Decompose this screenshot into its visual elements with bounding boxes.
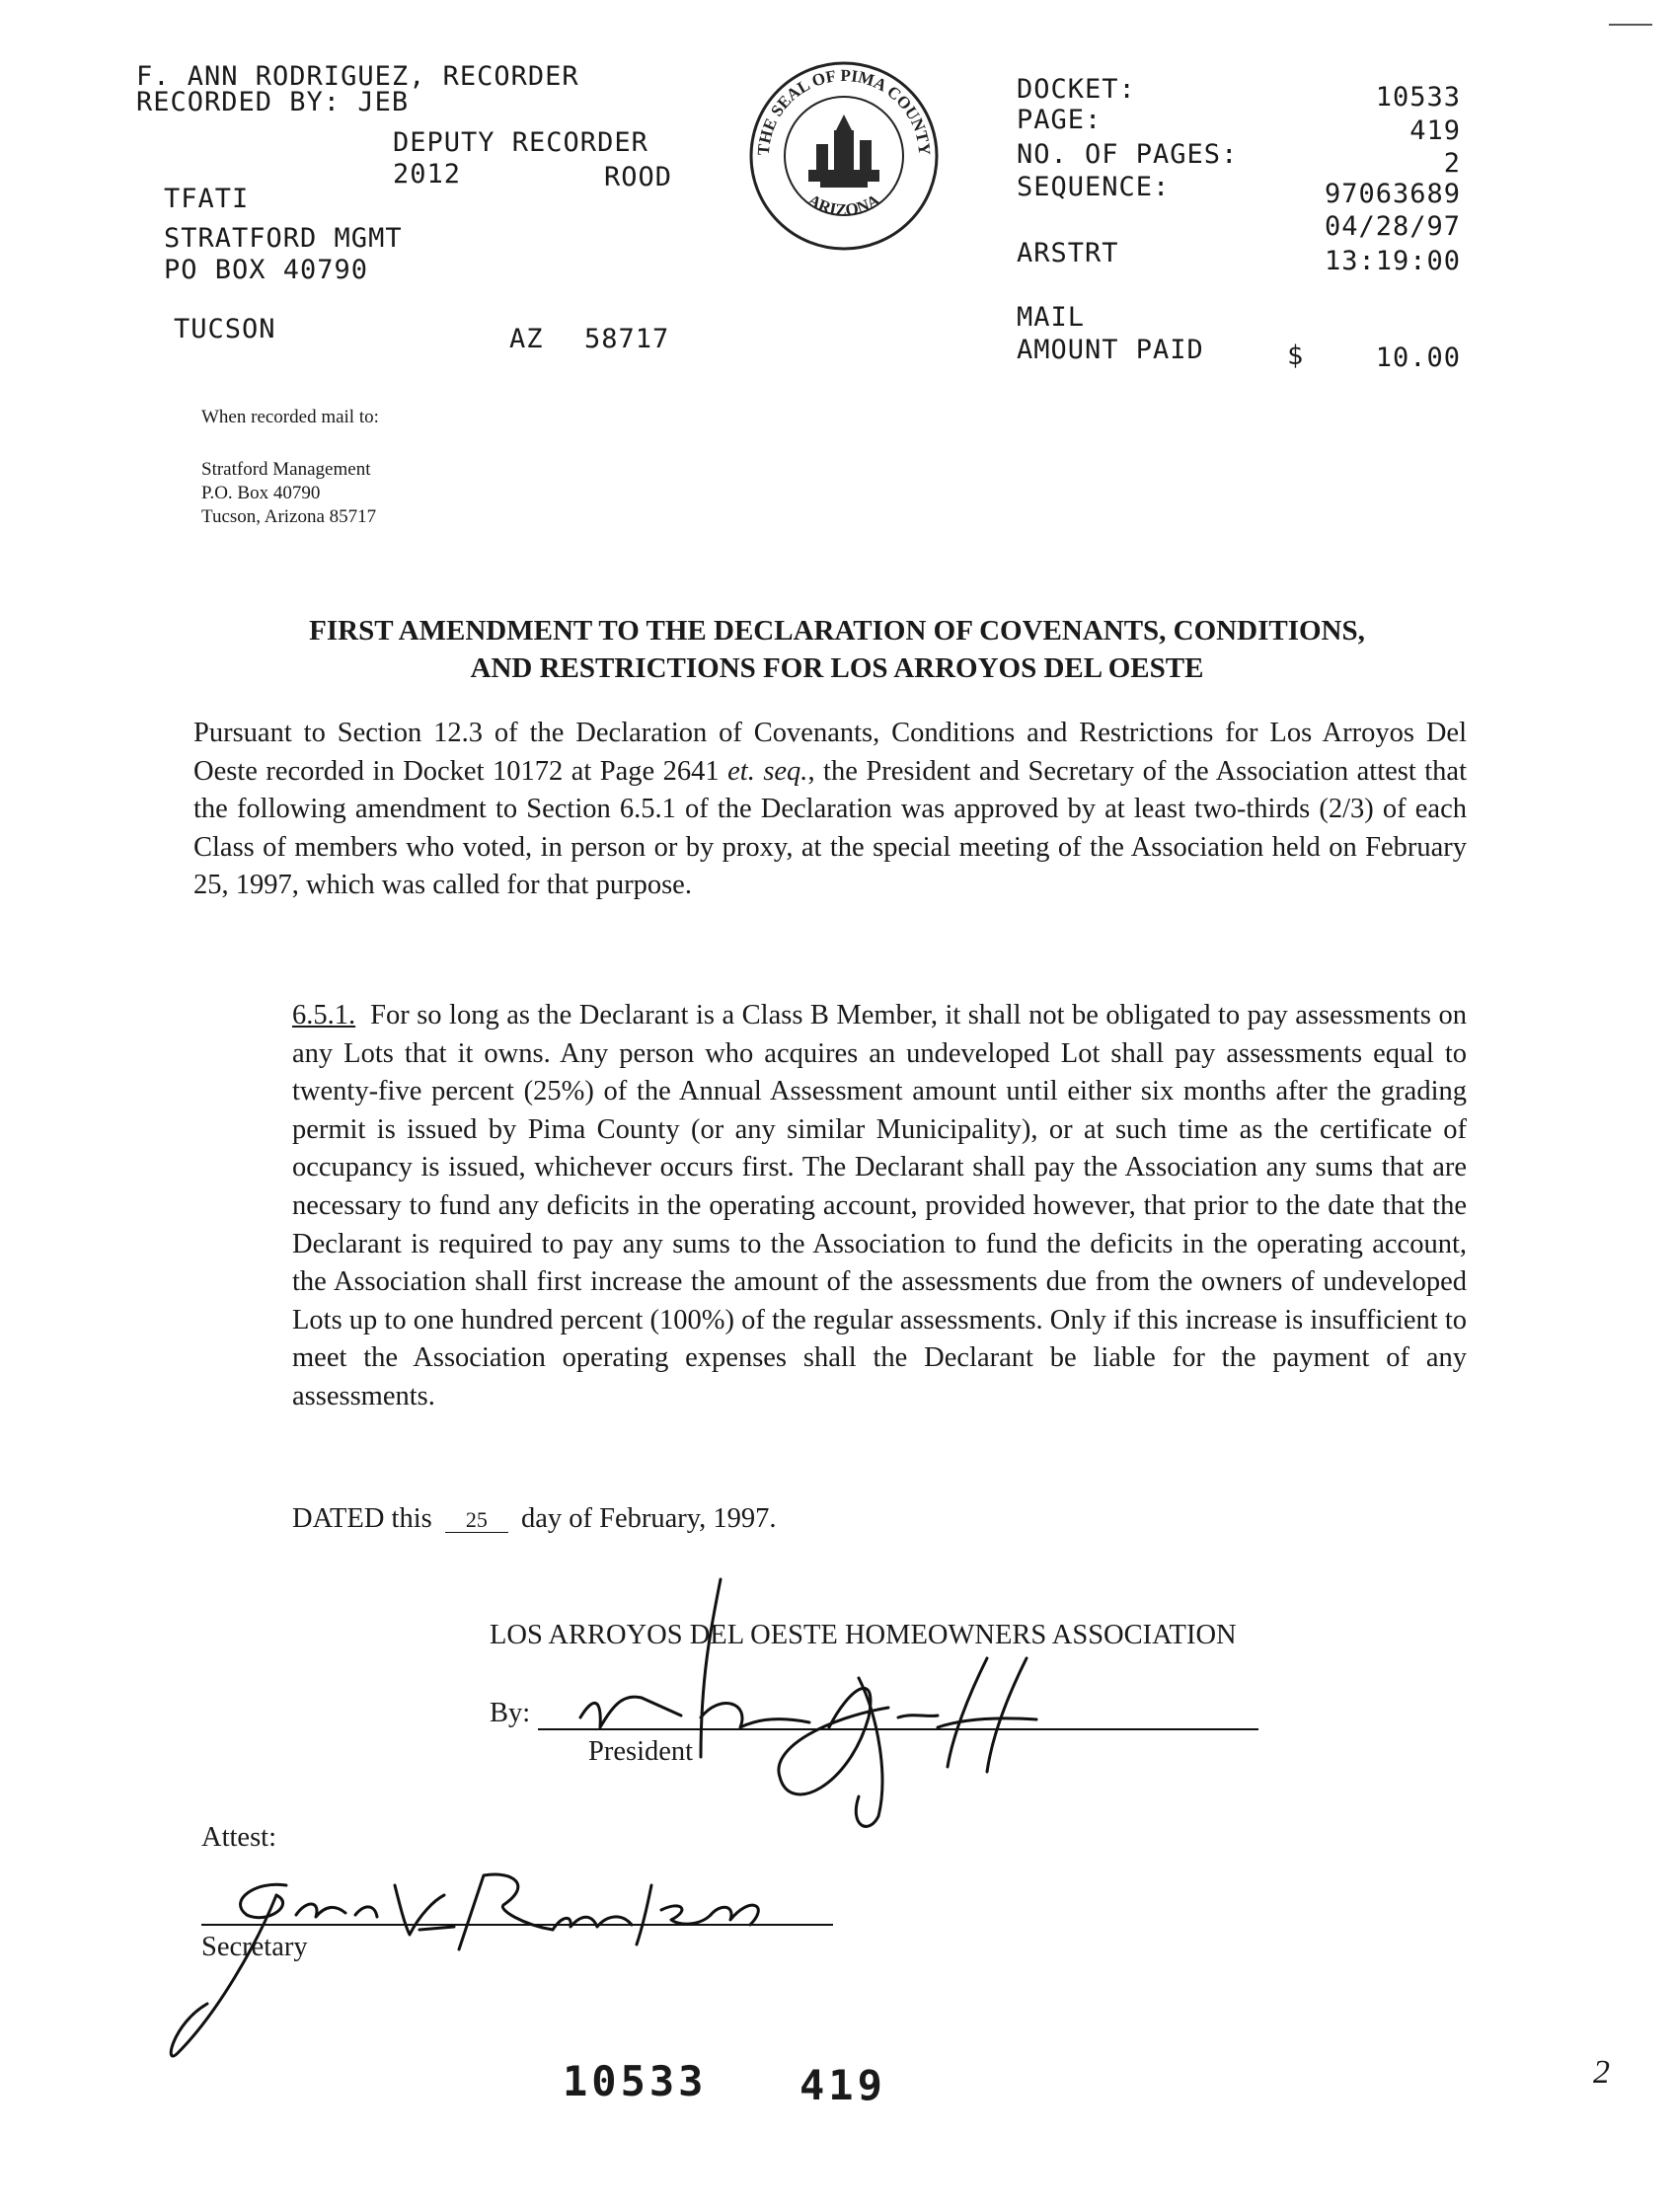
svg-text:ARIZONA	[804, 191, 883, 220]
president-label: President	[588, 1736, 694, 1767]
seal-emblem-icon	[808, 114, 879, 188]
record-time: 13:19:00	[1324, 246, 1461, 276]
county-seal	[747, 59, 941, 253]
office-name: ROOD	[604, 162, 673, 192]
recorded-by: RECORDED BY: JEB	[136, 87, 410, 117]
docket-label: DOCKET:	[1017, 74, 1136, 105]
arstrt-label: ARSTRT	[1017, 238, 1119, 268]
recorder-name: F. ANN RODRIGUEZ, RECORDER	[136, 61, 579, 92]
addressee-zip: 58717	[584, 324, 670, 354]
docket-value: 10533	[1375, 82, 1461, 113]
mail-label: MAIL	[1017, 302, 1086, 333]
dated-day: 25	[445, 1508, 508, 1533]
return-address	[201, 458, 376, 529]
sequence-label: SEQUENCE:	[1017, 172, 1171, 202]
amount-paid-value: 10.00	[1375, 343, 1461, 373]
return-address-name: Stratford Management	[201, 459, 371, 480]
attest-label: Attest:	[201, 1822, 276, 1853]
sequence-value: 97063689	[1324, 179, 1461, 209]
addressee: TFATI	[164, 184, 250, 214]
title-line-2: AND RESTRICTIONS FOR LOS ARROYOS DEL OESTE	[470, 652, 1204, 684]
seal-text-bottom: ARIZONA	[804, 190, 883, 220]
addressee-city: TUCSON	[174, 314, 276, 344]
office-number: 2012	[393, 159, 462, 190]
return-address-box: P.O. Box 40790	[201, 483, 321, 503]
dated-prefix: DATED this	[292, 1503, 432, 1534]
by-label: By:	[490, 1698, 531, 1728]
association-name: LOS ARROYOS DEL OESTE HOMEOWNERS ASSOCIATION	[490, 1620, 1237, 1650]
pages-value: 2	[1443, 148, 1461, 179]
addressee-pobox: PO BOX 40790	[164, 255, 369, 285]
scan-artifact	[1609, 24, 1652, 26]
page-label: PAGE:	[1017, 105, 1103, 135]
amendment-paragraph	[292, 997, 1467, 1416]
seal-text-top: THE SEAL OF PIMA COUNTY	[753, 65, 935, 157]
pages-label: NO. OF PAGES:	[1017, 139, 1239, 170]
amendment-text: For so long as the Declarant is a Class B Member, it shall not be obligated to pay assessments on any Lots that it owns. Any person who acquires an undeveloped Lot shall pay assessments equal to twenty-five percent (25%) of the Annual Assessment amount until either six months after the grading permit is issued by Pima County (or any similar Municipality), or at such time as the certificate of occupancy is issued, whichever occurs first. The Declarant shall pay the Association any sums that are necessary to fund any deficits in the operating account, provided however, that prior to the date that the Declarant is required to pay any sums to the Association to fund the deficits in the operating account, the Association shall first increase the amount of the assessments due from the owners of undeveloped Lots up to one hundred percent (100%) of the regular assessments. Only if this increase is insufficient to meet the Association operating expenses shall the Declarant be liable for the payment of any assessments.	[292, 1000, 1467, 1411]
intro-text-1: Pursuant to Section 12.3 of the Declaration of Covenants, Conditions and Restrictions for Los Arroyos Del Oeste recorded in Docket 10172 at Page 2641	[193, 718, 1467, 787]
amount-paid-label: AMOUNT PAID	[1017, 335, 1204, 365]
currency-symbol: $	[1287, 341, 1305, 371]
amendment-section-number: 6.5.1.	[292, 1000, 356, 1030]
addressee-state: AZ	[509, 324, 544, 354]
secretary-label: Secretary	[201, 1932, 308, 1962]
deputy-recorder: DEPUTY RECORDER	[393, 127, 648, 158]
return-address-city: Tucson, Arizona 85717	[201, 506, 377, 527]
document-title	[0, 612, 1674, 687]
title-line-1: FIRST AMENDMENT TO THE DECLARATION OF COVENANTS, CONDITIONS,	[309, 615, 1365, 647]
secretary-signature-icon	[158, 1856, 948, 2083]
footer-docket-number: 10533	[563, 2057, 708, 2105]
intro-paragraph	[193, 715, 1467, 905]
intro-italic: et. seq.	[727, 755, 808, 787]
return-address-heading: When recorded mail to:	[201, 407, 379, 427]
intro-text-2: , the President and Secretary of the Association attest that the following amendment to Section 6.5.1 of the Declaration was approved by at least two-thirds (2/3) of each Class of members who voted, in person or by proxy, at the special meeting of the Association held on February 25, 1997, which was called for that purpose.	[193, 755, 1467, 901]
dated-suffix: day of February, 1997.	[520, 1503, 777, 1534]
footer-page-number: 419	[799, 2061, 886, 2109]
page-value: 419	[1409, 115, 1461, 146]
record-date: 04/28/97	[1324, 211, 1461, 242]
addressee-company: STRATFORD MGMT	[164, 223, 403, 254]
dated-line	[292, 1500, 777, 1538]
president-signature-icon	[553, 1569, 1086, 1866]
margin-page-mark: 2	[1593, 2054, 1610, 2091]
